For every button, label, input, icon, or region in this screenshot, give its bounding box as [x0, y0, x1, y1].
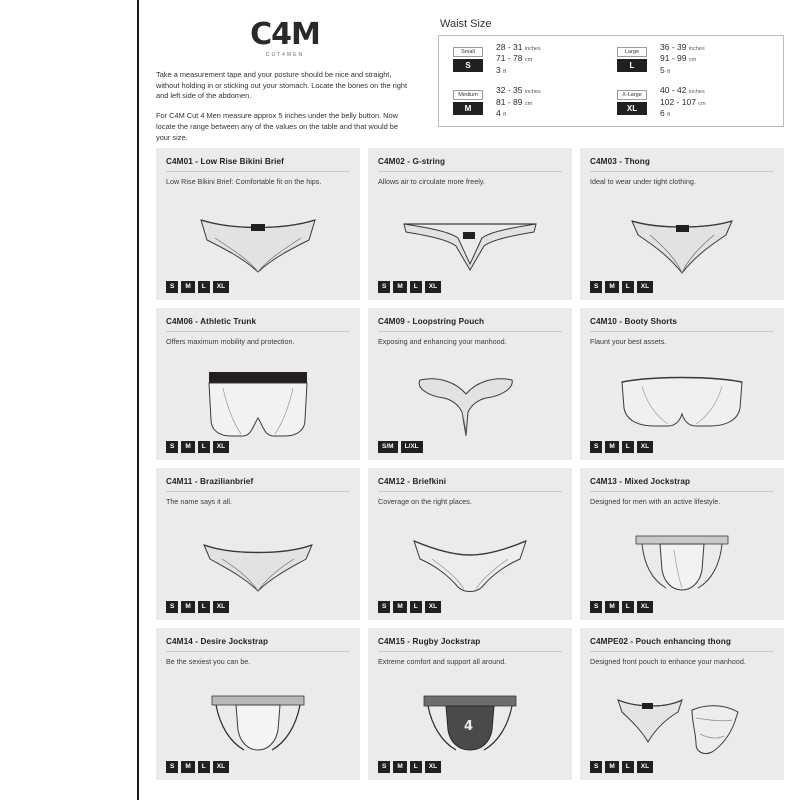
- small-cm: 71 - 78: [496, 53, 523, 64]
- waist-row-xlarge: [611, 85, 775, 119]
- product-description: Designed front pouch to enhance your manhood.: [590, 657, 746, 666]
- size-chip[interactable]: L: [410, 281, 422, 294]
- size-values-medium: [489, 85, 541, 119]
- waist-row-medium: [447, 85, 611, 119]
- unit-ft-4: ft: [667, 112, 671, 119]
- waist-row-large: [611, 42, 775, 76]
- product-title: C4M06 - Athletic Trunk: [166, 317, 350, 332]
- waist-row-small: [447, 42, 611, 76]
- size-chip[interactable]: M: [605, 601, 618, 614]
- unit-inches-4: inches: [688, 89, 705, 96]
- product-card[interactable]: [580, 148, 784, 300]
- product-description: Ideal to wear under tight clothing.: [590, 177, 696, 186]
- intro-paragraph-2: For C4M Cut 4 Men measure approx 5 inches under the belly button. Now locate the range between any of the values on the table and that would be your size.: [156, 111, 399, 142]
- size-chip[interactable]: XL: [213, 281, 229, 294]
- product-description: Flaunt your best assets.: [590, 337, 667, 346]
- product-card[interactable]: [368, 308, 572, 460]
- product-title: C4M13 - Mixed Jockstrap: [590, 477, 774, 492]
- product-title: C4M09 - Loopstring Pouch: [378, 317, 562, 332]
- size-word-large: Large: [617, 47, 647, 57]
- size-chip[interactable]: S: [166, 601, 178, 614]
- product-illustration-loopstring: [378, 357, 562, 452]
- size-chip[interactable]: S: [378, 761, 390, 774]
- size-chip[interactable]: XL: [637, 441, 653, 454]
- size-chip[interactable]: L: [622, 281, 634, 294]
- large-ft: 5: [660, 64, 665, 75]
- large-cm: 91 - 99: [660, 53, 687, 64]
- product-illustration-booty-shorts: [590, 357, 774, 452]
- unit-ft: ft: [503, 68, 507, 75]
- product-illustration-bikini-brief: [166, 197, 350, 292]
- size-values-xlarge: [653, 85, 706, 119]
- size-chip[interactable]: M: [181, 281, 194, 294]
- size-chip-row: [166, 441, 229, 454]
- size-chip[interactable]: M: [605, 761, 618, 774]
- size-chip[interactable]: XL: [425, 761, 441, 774]
- size-chip[interactable]: XL: [637, 761, 653, 774]
- product-description: Low Rise Bikini Brief: Comfortable fit on the hips.: [166, 177, 322, 186]
- product-card[interactable]: [156, 148, 360, 300]
- product-title: C4MPE02 - Pouch enhancing thong: [590, 637, 774, 652]
- waist-col-right: [611, 42, 775, 120]
- product-grid: [150, 142, 790, 786]
- product-description: Allows air to circulate more freely.: [378, 177, 485, 186]
- size-chip[interactable]: S/M: [378, 441, 398, 454]
- unit-cm-4: cm: [698, 100, 706, 107]
- small-inches: 28 - 31: [496, 42, 523, 52]
- size-chip[interactable]: M: [393, 601, 406, 614]
- product-title: C4M12 - Briefkini: [378, 477, 562, 492]
- product-illustration-trunk: [166, 357, 350, 452]
- size-chip-row: [378, 601, 441, 614]
- intro-paragraph-1: Take a measurement tape and your posture should be nice and straight, without holding in or sticking out your stomach. Locate the bones on the right and left side of the abdomen.: [156, 70, 408, 101]
- product-illustration-jockstrap-desire: [166, 677, 350, 772]
- size-chip-row: [166, 281, 229, 294]
- logo-mark: C4M: [250, 17, 320, 52]
- size-chip-row: [166, 601, 229, 614]
- xlarge-ft: 6: [660, 108, 665, 119]
- size-label-xlarge: [611, 90, 653, 115]
- size-chip-row: [590, 281, 653, 294]
- size-chip[interactable]: L: [198, 441, 210, 454]
- waist-col-left: [447, 42, 611, 120]
- size-chip[interactable]: L: [622, 601, 634, 614]
- size-word-medium: Medium: [453, 90, 483, 100]
- size-chip[interactable]: XL: [213, 601, 229, 614]
- product-description: The name says it all.: [166, 497, 232, 506]
- size-chip-row: [590, 601, 653, 614]
- header: [150, 10, 790, 142]
- unit-inches: inches: [524, 46, 541, 52]
- product-illustration-jockstrap-mixed: [590, 517, 774, 612]
- waist-size-section: [428, 16, 784, 127]
- size-chip[interactable]: XL: [213, 441, 229, 454]
- product-description: Coverage on the right places.: [378, 497, 472, 506]
- product-title: C4M01 - Low Rise Bikini Brief: [166, 157, 350, 172]
- product-card[interactable]: [156, 468, 360, 620]
- size-word-xlarge: X-Large: [617, 90, 647, 100]
- size-chip[interactable]: S: [166, 281, 178, 294]
- xlarge-inches: 40 - 42: [660, 85, 687, 96]
- size-chip[interactable]: S: [590, 441, 602, 454]
- product-illustration-briefkini: [378, 517, 562, 612]
- size-letter-medium: M: [453, 102, 483, 115]
- size-chip-row: [166, 761, 229, 774]
- unit-cm-2: cm: [524, 100, 533, 107]
- product-title: C4M15 - Rugby Jockstrap: [378, 637, 562, 652]
- size-chip[interactable]: M: [181, 761, 194, 774]
- product-illustration-pouch-thong: [590, 677, 774, 772]
- size-chip[interactable]: S: [166, 441, 178, 454]
- product-card[interactable]: [580, 468, 784, 620]
- size-chip[interactable]: S: [378, 281, 390, 294]
- product-description: Offers maximum mobility and protection.: [166, 337, 295, 346]
- header-intro: [156, 16, 428, 152]
- product-card[interactable]: [368, 468, 572, 620]
- waist-size-table: [438, 35, 784, 127]
- product-title: C4M11 - Brazilianbrief: [166, 477, 350, 492]
- product-card[interactable]: [580, 308, 784, 460]
- product-title: C4M03 - Thong: [590, 157, 774, 172]
- unit-inches-2: inches: [524, 89, 541, 96]
- product-card[interactable]: [156, 628, 360, 780]
- size-chip[interactable]: L: [622, 761, 634, 774]
- product-description: Be the sexiest you can be.: [166, 657, 251, 666]
- size-letter-large: L: [617, 59, 647, 72]
- large-inches: 36 - 39: [660, 42, 687, 52]
- product-card[interactable]: [368, 628, 572, 780]
- size-chip[interactable]: S: [378, 601, 390, 614]
- product-title: C4M10 - Booty Shorts: [590, 317, 774, 332]
- size-chip[interactable]: L: [410, 761, 422, 774]
- size-values-large: [653, 42, 705, 76]
- size-chip[interactable]: L: [198, 601, 210, 614]
- product-illustration-brazilian: [166, 517, 350, 612]
- product-title: C4M14 - Desire Jockstrap: [166, 637, 350, 652]
- product-card[interactable]: [156, 308, 360, 460]
- size-label-medium: [447, 90, 489, 115]
- size-chip[interactable]: L: [410, 601, 422, 614]
- unit-inches-3: inches: [688, 46, 705, 52]
- size-chip[interactable]: XL: [213, 761, 229, 774]
- size-chip[interactable]: M: [181, 601, 194, 614]
- product-description: Exposing and enhancing your manhood.: [378, 337, 507, 346]
- medium-cm: 81 - 89: [496, 96, 523, 107]
- size-word-small: Small: [453, 47, 483, 57]
- medium-inches: 32 - 35: [496, 85, 523, 96]
- product-illustration-thong: [590, 197, 774, 292]
- product-description: Designed for men with an active lifestyle.: [590, 497, 721, 506]
- product-card[interactable]: [368, 148, 572, 300]
- left-vertical-rule: [137, 0, 139, 800]
- size-values-small: [489, 42, 541, 76]
- size-chip[interactable]: M: [605, 281, 618, 294]
- size-chip[interactable]: M: [393, 761, 406, 774]
- size-chip-row: [378, 441, 423, 454]
- size-chip-row: [378, 281, 441, 294]
- unit-cm: cm: [524, 57, 533, 64]
- product-title: C4M02 - G-string: [378, 157, 562, 172]
- logo-subtitle: CUT4MEN: [265, 52, 305, 58]
- unit-ft-2: ft: [503, 112, 507, 119]
- size-chip-row: [378, 761, 441, 774]
- svg-text:4: 4: [464, 718, 474, 734]
- size-chip-row: [590, 441, 653, 454]
- size-label-large: [611, 47, 653, 72]
- size-chip[interactable]: M: [393, 281, 406, 294]
- size-chip[interactable]: M: [605, 441, 618, 454]
- size-chip[interactable]: L: [622, 441, 634, 454]
- size-chip[interactable]: L/XL: [401, 441, 423, 454]
- medium-ft: 4: [496, 108, 501, 119]
- size-chip[interactable]: XL: [637, 281, 653, 294]
- product-card[interactable]: [580, 628, 784, 780]
- size-letter-small: S: [453, 59, 483, 72]
- unit-ft-3: ft: [667, 68, 671, 75]
- size-chip[interactable]: L: [198, 281, 210, 294]
- size-chip[interactable]: L: [198, 761, 210, 774]
- page-content: [150, 0, 790, 800]
- product-illustration-jockstrap-rugby: [378, 677, 562, 772]
- unit-cm-3: cm: [688, 57, 697, 64]
- size-chip[interactable]: S: [166, 761, 178, 774]
- size-chip[interactable]: S: [590, 601, 602, 614]
- size-chip[interactable]: XL: [425, 601, 441, 614]
- brand-logo: [156, 17, 414, 58]
- size-chip[interactable]: S: [590, 761, 602, 774]
- waist-size-title: Waist Size: [440, 18, 492, 30]
- xlarge-cm: 102 - 107: [660, 96, 696, 107]
- size-chip[interactable]: XL: [637, 601, 653, 614]
- size-chip[interactable]: M: [181, 441, 194, 454]
- small-ft: 3: [496, 64, 501, 75]
- size-label-small: [447, 47, 489, 72]
- size-letter-xlarge: XL: [617, 102, 647, 115]
- size-chip[interactable]: XL: [425, 281, 441, 294]
- size-chip-row: [590, 761, 653, 774]
- size-chip[interactable]: S: [590, 281, 602, 294]
- product-description: Extreme comfort and support all around.: [378, 657, 507, 666]
- product-illustration-g-string: [378, 197, 562, 292]
